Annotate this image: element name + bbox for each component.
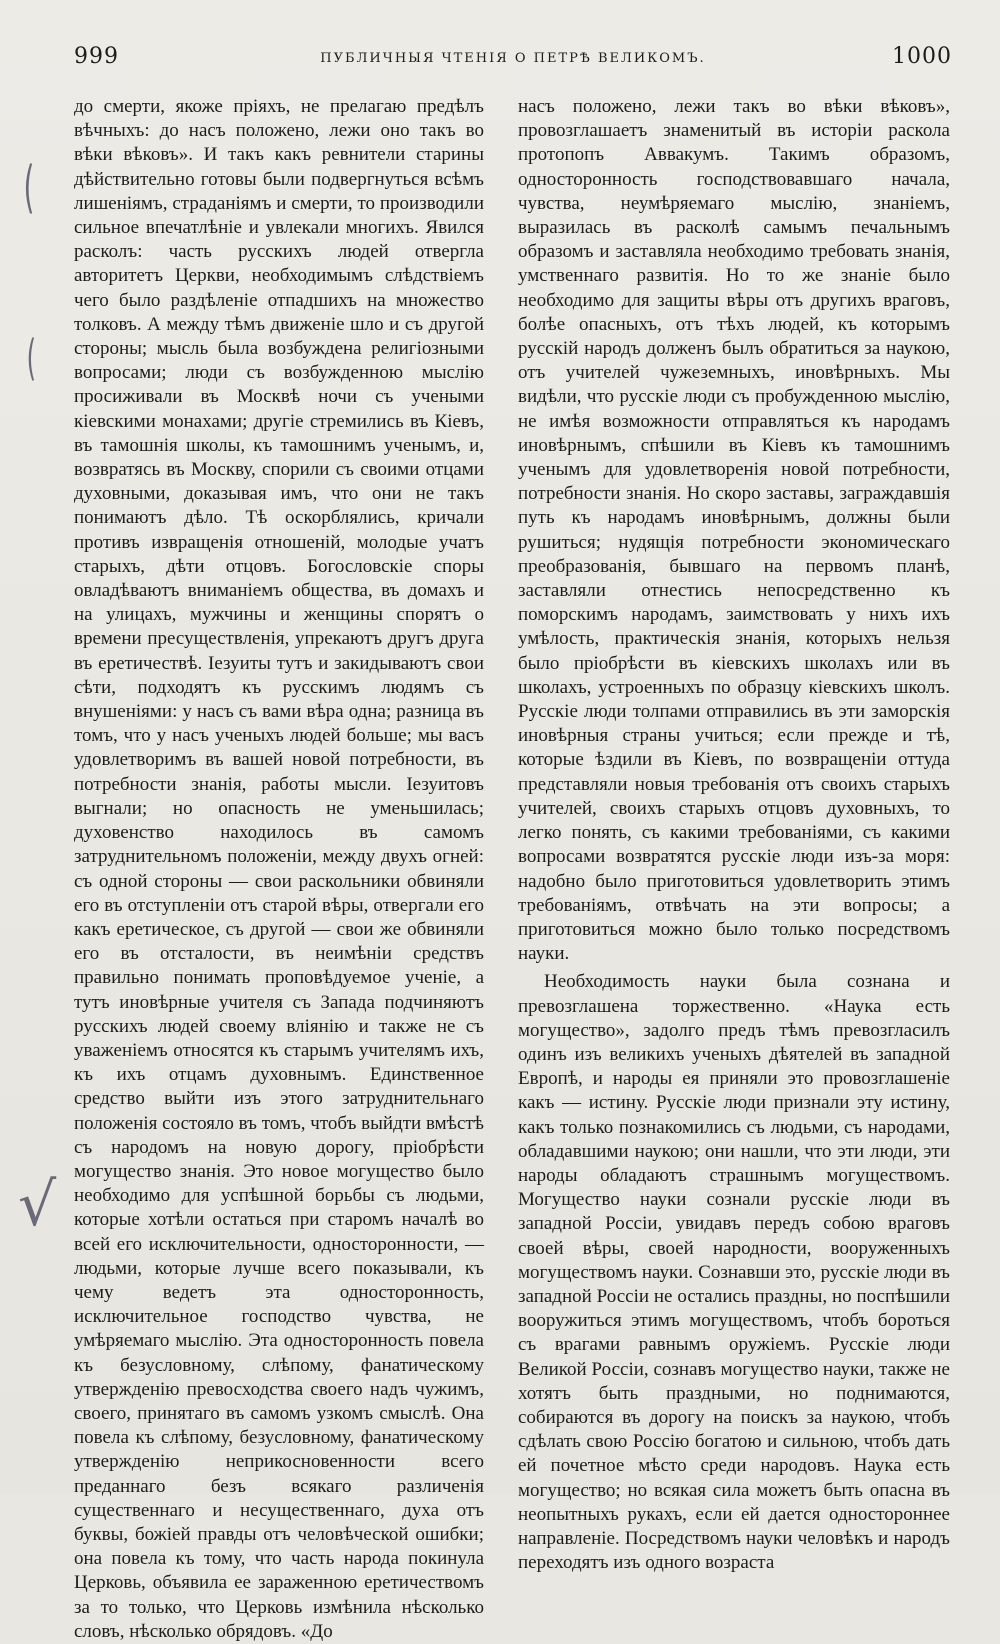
right-column-paragraph-2: Необходимость науки была сознана и превозглашена торжественно. «Наука есть могущество», задолго предъ тѣмъ превозгласилъ одинъ изъ великихъ ученыхъ дѣятелей въ западной Европѣ, и народы ея приняли это провозглашеніе какъ — истину. Русскіе люди признали эту истину, какъ только познакомились съ людьми, съ народами, обладавшими наукою; они нашли, что эти люди, эти народы обладаютъ страшнымъ могуществомъ. Могущество науки сознали русскіе люди въ западной Россіи, увидавъ передъ собою враговъ своей вѣры, своей народности, вооруженныхъ могуществомъ науки. Сознавши это, русскіе люди въ западной Россіи не остались праздны, но поспѣшили вооружиться этимъ могуществомъ, чтобъ бороться съ врагами равнымъ оружіемъ. Русскіе люди Великой Россіи, сознавъ могущество науки, также не хотятъ быть праздными, но поднимаются, собираются въ дорогу на поискъ за наукою, чтобъ сдѣлать свою Россію богатою и сильною, чтобъ дать ей почетное мѣсто среди народовъ. Наука есть могущество; но всякая сила можетъ быть опасна въ неопытныхъ рукахъ, если ей дается одностороннее направленіе. Посредствомъ науки человѣкъ и народъ переходятъ изъ одного возраста xyxy=(518,971,950,1574)
left-column-text: до смерти, якоже пріяхъ, не прелагаю предѣлъ вѣчныхъ: до насъ положено, лежи оно такъ во вѣки вѣковъ». И такъ какъ ревнители старины дѣйствительно готовы были подвергнуться всѣмъ лишеніямъ, страданіямъ и смерти, то производили сильное впечатлѣніе и увлекали многихъ. Явился расколъ: часть русскихъ людей отвергла авторитетъ Церкви, необходимымъ слѣдствіемъ чего было раздѣленіе отпадшихъ на множество толковъ. А между тѣмъ движеніе шло и съ другой стороны; мысль была возбуждена религіозными вопросами; люди съ возбужденною мыслію просиживали въ Москвѣ ночи съ учеными кіевскими монахами; другіе стремились въ Кіевъ, въ тамошнія школы, къ тамошнимъ ученымъ, и, возвратясь въ Москву, спорили съ своими отцами духовными, доказывая имъ, что они не такъ понимаютъ дѣло. Тѣ оскорблялись, кричали противъ извращенія отношеній, молодые учатъ старыхъ, дѣти отцовъ. Богословскіе споры овладѣваютъ вниманіемъ общества, въ домахъ и на улицахъ, мужчины и женщины спорятъ о времени пресуществленія, упрекаютъ другъ друга въ еретичествѣ. Іезуиты тутъ и закидываютъ свои сѣти, подходятъ къ русскимъ людямъ съ внушеніями: у насъ съ вами вѣра одна; разница въ томъ, что у насъ ученыхъ людей больше; мы васъ удовлетворимъ въ вашей новой потребности, въ потребности знанія, работы мысли. Іезуитовъ выгнали; но опасность не уменьшилась; духовенство находилось въ самомъ затруднительномъ положеніи, между двухъ огней: съ одной стороны — свои раскольники обвиняли его въ отступленіи отъ старой вѣры, отвергали его какъ еретическое, съ другой — свои же обвиняли его въ отсталости, въ неимѣніи средствъ правильно понимать проповѣдуемое ученіе, а тутъ иновѣрные учителя съ Запада подчиняютъ русскихъ людей своему вліянію и также не съ уваженіемъ относятся къ старымъ учителямъ ихъ, къ ихъ отцамъ духовнымъ. Единственное средство выйти изъ этого затруднительнаго положенія состояло въ томъ, чтобъ выйдти вмѣстѣ съ народомъ на новую дорогу, пріобрѣсти могущество знанія. Это новое могущество было необходимо для успѣшной борьбы съ людьми, которые хотѣли остаться при старомъ началѣ во всей его исключительности, односторонности, — людьми, которые лучше всего показывали, къ чему ведетъ эта односторонность, исключительное господство чувства, не умѣряемаго мыслію. Эта односторонность повела къ безусловному, слѣпому, фанатическому утвержденію превосходства своего надъ чужимъ, своего, принятаго въ самомъ узкомъ смыслѣ. Она повела къ слѣпому, безусловному, фанатическому утвержденію неприкосновенности всего преданнаго безъ всякаго различенія существеннаго и несущественнаго, духа отъ буквы, божіей правды отъ человѣческой ошибки; она повела къ тому, что часть народа покинула Церковь, объявила ее зараженною еретичествомъ за то только, что Церковь измѣнила нѣсколько словъ, нѣсколько обрядовъ. «До xyxy=(74,96,484,1642)
margin-pencil-bracket: ( xyxy=(23,155,35,220)
margin-pencil-checkmark: √ xyxy=(18,1170,57,1240)
right-column-paragraph-1: насъ положено, лежи такъ во вѣки вѣковъ», провозглашаетъ знаменитый въ исторіи раскола протопопъ Аввакумъ. Такимъ образомъ, односторонность господствовавшаго начала, чувства, неумѣряемаго мыслію, знаніемъ, выразилась въ расколѣ самымъ печальнымъ образомъ и заставляла необходимо требовать знанія, умственнаго развитія. Но то же знаніе было необходимо для защиты вѣры отъ другихъ враговъ, болѣе опасныхъ, отъ тѣхъ людей, къ которымъ русскій народъ долженъ былъ обратиться за наукою, отъ учителей чужеземныхъ, иновѣрныхъ. Мы видѣли, что русскіе люди съ пробужденною мыслію, не имѣя возможности отправляться къ народамъ иновѣрнымъ, спѣшили въ Кіевъ къ тамошнимъ ученымъ для удовлетворенія новой потребности, потребности знанія. Но скоро заставы, заграждавшія путь къ народамъ иновѣрнымъ, должны были рушиться; нудящія потребности экономическаго преобразованія, бывшаго на первомъ планѣ, заставляли отнестись непосредственно къ поморскимъ народамъ, заимствовать у нихъ ихъ умѣлость, практическія знанія, которыхъ нельзя было пріобрѣсти въ кіевскихъ школахъ или въ школахъ, устроенныхъ по образцу кіевскихъ школъ. Русскіе люди толпами отправились въ эти заморскія иновѣрныя страны учиться; если прежде и тѣ, которые ѣздили въ Кіевъ, по возвращеніи оттуда представляли новыя требованія отъ своихъ старыхъ учителей, своихъ старыхъ отцовъ духовныхъ, то легко понять, съ какими требованіями, съ какими вопросами возвратятся русскіе люди изъ-за моря: надобно было приготовиться удовлетворить этимъ требованіямъ, отвѣчать на эти вопросы; а приготовиться можно было только посредствомъ науки. xyxy=(518,96,950,965)
page-number-left: 999 xyxy=(74,44,119,69)
left-text-column xyxy=(74,95,484,1644)
running-title: ПУБЛИЧНЫЯ ЧТЕНІЯ О ПЕТРѢ ВЕЛИКОМЪ. xyxy=(320,51,706,66)
margin-pencil-bracket: ( xyxy=(26,330,37,386)
page-number-right: 1000 xyxy=(892,44,952,69)
right-text-column xyxy=(518,95,950,1575)
page-header xyxy=(74,44,952,84)
